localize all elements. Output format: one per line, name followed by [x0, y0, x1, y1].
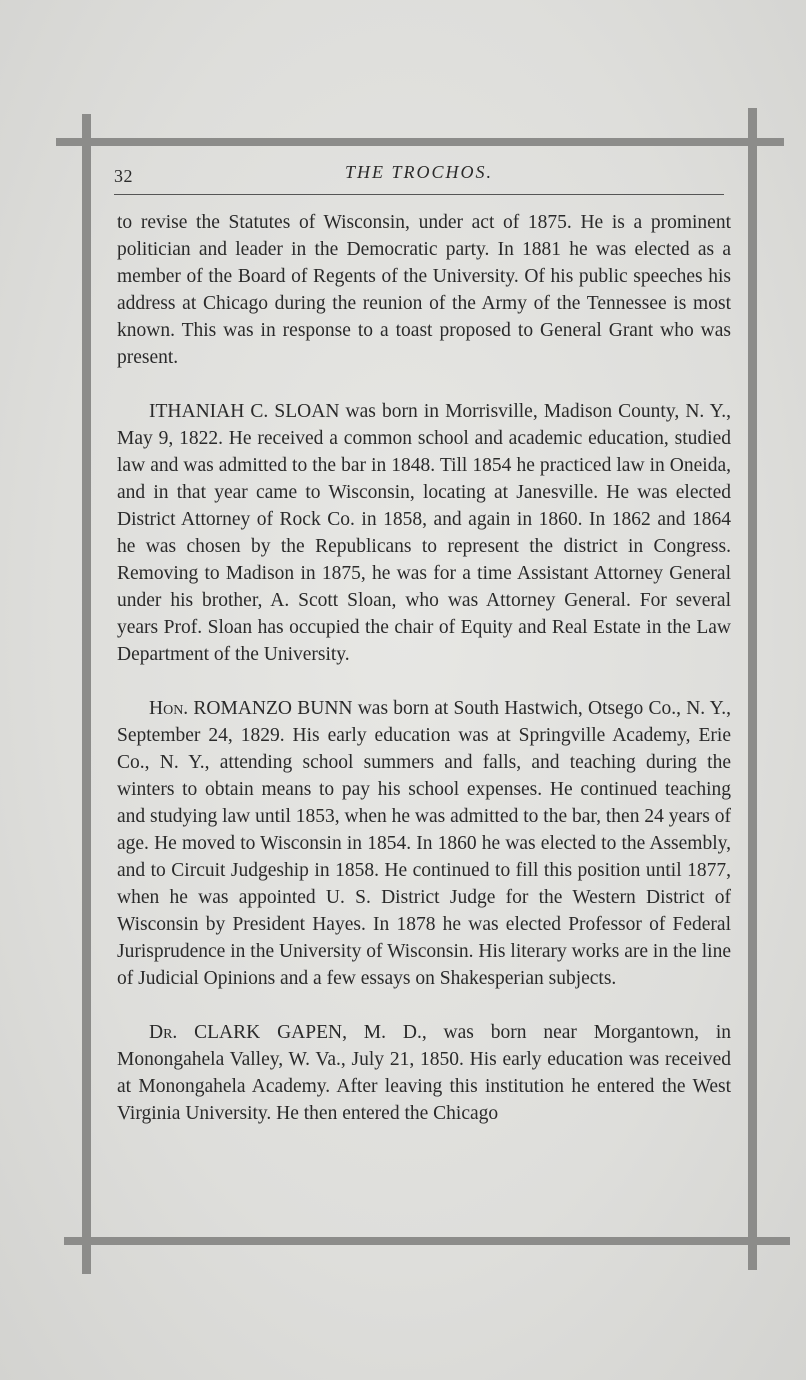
- paragraph-spacer: [117, 668, 731, 695]
- paragraph-text: was born at South Hastwich, Otsego Co., N. Y., September 24, 1829. His early education was at Springville Academy, Erie Co., N. Y., attending school summers and falls, and teaching during the winters to obtain means to pay his school expenses. He continued teaching and studying law until 1853, when he was admitted to the bar, then 24 years of age. He moved to Wisconsin in 1854. In 1860 he was elected to the Assembly, and to Circuit Judgeship in 1858. He continued to fill this position until 1877, when he was appointed U. S. District Judge for the Western District of Wisconsin by President Hayes. In 1878 he was elected Professor of Federal Jurisprudence in the University of Wisconsin. His literary works are in the line of Judicial Opinions and a few essays on Shakesperian subjects.: [117, 698, 731, 989]
- top-border-rule: [56, 138, 784, 146]
- bottom-border-rule: [64, 1237, 790, 1245]
- paragraph-lead-name: ITHANIAH C. SLOAN: [149, 401, 340, 422]
- paragraph-sloan: [117, 398, 731, 668]
- paragraph-text: was born in Morrisville, Madison County, N. Y., May 9, 1822. He received a common school and academic education, studied law and was admitted to the bar in 1848. Till 1854 he practiced law in Oneida, and in that year came to Wisconsin, locating at Janesville. He was elected District Attorney of Rock Co. in 1858, and again in 1860. In 1862 and 1864 he was chosen by the Republicans to represent the district in Congress. Removing to Madison in 1875, he was for a time Assistant Attorney General under his brother, A. Scott Sloan, who was Attorney General. For several years Prof. Sloan has occupied the chair of Equity and Real Estate in the Law Department of the University.: [117, 401, 731, 665]
- paragraph-gapen: [117, 1019, 731, 1127]
- paragraph-lead-name: CLARK GAPEN, M. D.,: [177, 1022, 427, 1043]
- page-header: [114, 160, 724, 196]
- paragraph-spacer: [117, 992, 731, 1019]
- left-border-rule: [82, 114, 91, 1274]
- paragraph-text: to revise the Statutes of Wisconsin, under act of 1875. He is a prominent politician and leader in the Democratic party. In 1881 he was elected as a member of the Board of Regents of the University. Of his public speeches his address at Chicago during the reunion of the Army of the Tennessee is most known. This was in response to a toast proposed to General Grant who was present.: [117, 212, 731, 368]
- body-text: [117, 209, 731, 1127]
- page-number: 32: [114, 166, 133, 186]
- paragraph-spacer: [117, 371, 731, 398]
- paragraph-text: was born near Morgantown, in Monongahela Valley, W. Va., July 21, 1850. His early education was received at Monongahela Academy. After leaving this institution he entered the West Virginia University. He then entered the Chicago: [117, 1022, 731, 1124]
- paragraph-continuation: [117, 209, 731, 371]
- header-rule: [114, 194, 724, 195]
- paragraph-lead-name: ROMANZO BUNN: [188, 698, 353, 719]
- paragraph-bunn: [117, 695, 731, 992]
- right-border-rule: [748, 108, 757, 1270]
- paragraph-title: Dr.: [149, 1022, 178, 1043]
- paragraph-title: Hon.: [149, 698, 189, 719]
- running-head: THE TROCHOS.: [344, 162, 493, 182]
